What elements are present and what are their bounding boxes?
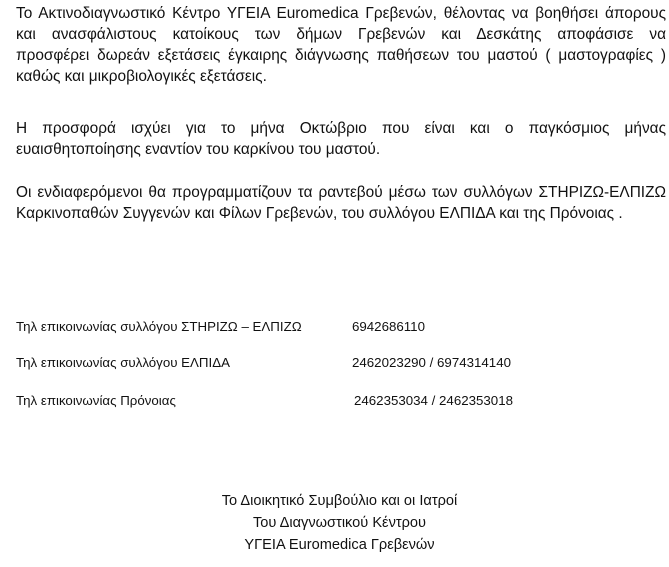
signature-line: Του Διαγνωστικού Κέντρου [252, 515, 427, 531]
contact-label: Τηλ επικοινωνίας συλλόγου ΣΤΗΡΙΖΩ – ΕΛΠΙΖΩ [16, 319, 302, 334]
paragraph-appointments [16, 182, 666, 224]
paragraph-line: προσφέρει δωρεάν εξετάσεις έγκαιρης διάγνωσης παθήσεων του μαστού ( μαστογραφίες ) [16, 47, 666, 64]
contact-phone: 6942686110 [352, 319, 425, 334]
paragraph-line: και ανασφάλιστους κατοίκους των δήμων Γρεβενών και Δεσκάτης αποφάσισε να [16, 26, 666, 43]
contact-phone: 2462353034 / 2462353018 [354, 393, 513, 408]
paragraph-offer [16, 3, 666, 87]
signature-line: ΥΓΕΙΑ Euromedica Γρεβενών [244, 537, 435, 553]
paragraph-line: καθώς και μικροβιολογικές εξετάσεις. [16, 68, 267, 85]
paragraph-line: Η προσφορά ισχύει για το μήνα Οκτώβριο που είναι και ο παγκόσμιος μήνας [16, 120, 666, 137]
paragraph-line: Το Ακτινοδιαγνωστικό Κέντρο ΥΓΕΙΑ Euromedica Γρεβενών, θέλοντας να βοηθήσει άπορους [16, 5, 666, 22]
paragraph-line: Καρκινοπαθών Συγγενών και Φίλων Γρεβενών, του συλλόγου ΕΛΠΙΔΑ και της Πρόνοιας . [16, 205, 623, 222]
contact-phone: 2462023290 / 6974314140 [352, 355, 511, 370]
paragraph-validity [16, 118, 666, 160]
contact-label: Τηλ επικοινωνίας συλλόγου ΕΛΠΙΔΑ [16, 355, 230, 370]
contact-label: Τηλ επικοινωνίας Πρόνοιας [16, 393, 176, 408]
paragraph-line: Οι ενδιαφερόμενοι θα προγραμματίζουν τα ραντεβού μέσω των συλλόγων ΣΤΗΡΙΖΩ-ΕΛΠΙΖΩ [16, 184, 666, 201]
signature-block [0, 490, 669, 556]
signature-line: Το Διοικητικό Συμβούλιο και οι Ιατροί [221, 493, 458, 509]
paragraph-line: ευαισθητοποίησης εναντίον του καρκίνου του μαστού. [16, 141, 381, 158]
